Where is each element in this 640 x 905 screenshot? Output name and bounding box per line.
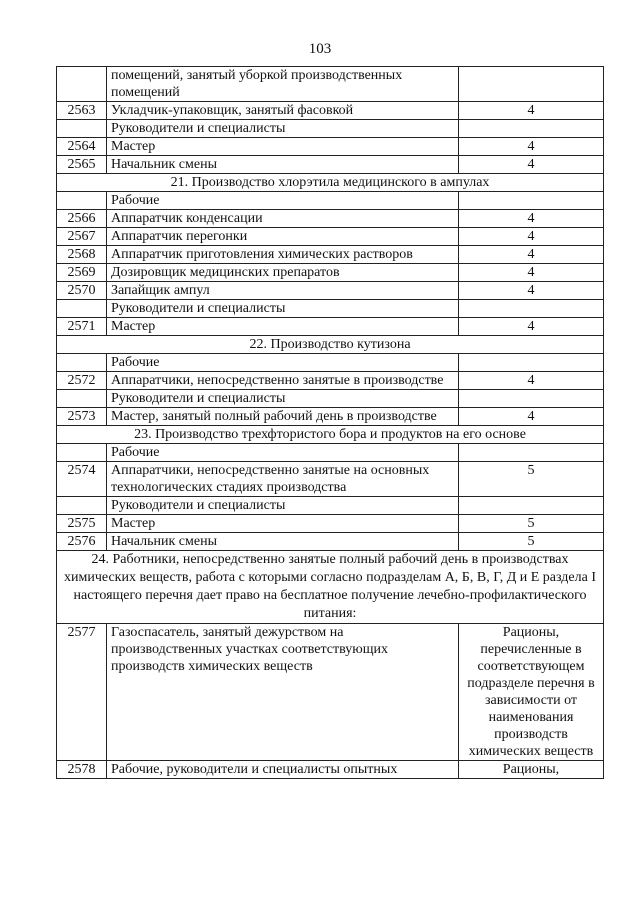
section-title: 23. Производство трехфтористого бора и продуктов на его основе [57,426,604,444]
row-number: 2578 [57,761,107,779]
table-row [57,282,604,300]
profession-name: Мастер, занятый полный рабочий день в производстве [107,408,459,426]
norm-value [459,120,604,138]
table-row [57,246,604,264]
table-row [57,462,604,497]
norm-value: 4 [459,228,604,246]
row-number: 2574 [57,462,107,497]
row-number: 2572 [57,372,107,390]
norm-value: Рационы, [459,761,604,779]
group-label: Рабочие [107,192,459,210]
group-header-row [57,192,604,210]
norm-value: 4 [459,408,604,426]
row-number: 2577 [57,624,107,761]
norm-value: 4 [459,282,604,300]
table-row [57,264,604,282]
norm-value: 4 [459,318,604,336]
row-number: 2568 [57,246,107,264]
norm-value: 5 [459,462,604,497]
row-number [57,390,107,408]
profession-name: Запайщик ампул [107,282,459,300]
section-header-row [57,174,604,192]
profession-name: Мастер [107,515,459,533]
row-number: 2570 [57,282,107,300]
row-number [57,444,107,462]
profession-name: Мастер [107,138,459,156]
row-number: 2565 [57,156,107,174]
norm-value: 4 [459,246,604,264]
row-number: 2567 [57,228,107,246]
table-row [57,761,604,779]
section-title: 22. Производство кутизона [57,336,604,354]
group-header-row [57,120,604,138]
row-number: 2564 [57,138,107,156]
table-row [57,67,604,102]
norm-value: 4 [459,372,604,390]
section-header-row [57,426,604,444]
section-title: 21. Производство хлорэтила медицинского в ампулах [57,174,604,192]
profession-name: помещений, занятый уборкой производственных помещений [107,67,459,102]
table-row [57,318,604,336]
group-label: Руководители и специалисты [107,497,459,515]
group-header-row [57,354,604,372]
table-body [57,67,604,779]
row-number [57,192,107,210]
row-number: 2571 [57,318,107,336]
group-label: Рабочие [107,354,459,372]
profession-name: Аппаратчики, непосредственно занятые в производстве [107,372,459,390]
norm-value: Рационы, перечисленные в соответствующем подразделе перечня в зависимости от наименования производств химических веществ [459,624,604,761]
norm-value [459,354,604,372]
row-number [57,67,107,102]
section-header-row [57,336,604,354]
norm-value [459,497,604,515]
group-label: Руководители и специалисты [107,390,459,408]
table-row [57,624,604,761]
row-number: 2563 [57,102,107,120]
profession-name: Мастер [107,318,459,336]
row-number [57,120,107,138]
profession-name: Начальник смены [107,533,459,551]
profession-name: Укладчик-упаковщик, занятый фасовкой [107,102,459,120]
row-number: 2573 [57,408,107,426]
table-row [57,156,604,174]
profession-name: Рабочие, руководители и специалисты опытных [107,761,459,779]
table-row [57,408,604,426]
norm-value [459,192,604,210]
table-row [57,515,604,533]
group-header-row [57,300,604,318]
table-row [57,372,604,390]
group-header-row [57,497,604,515]
table-row [57,102,604,120]
profession-name: Дозировщик медицинских препаратов [107,264,459,282]
row-number: 2569 [57,264,107,282]
norm-value: 5 [459,533,604,551]
row-number: 2576 [57,533,107,551]
row-number [57,300,107,318]
norm-value [459,444,604,462]
group-label: Руководители и специалисты [107,120,459,138]
row-number [57,354,107,372]
group-header-row [57,444,604,462]
norm-value: 4 [459,102,604,120]
row-number: 2575 [57,515,107,533]
norm-value [459,67,604,102]
profession-name: Аппаратчик перегонки [107,228,459,246]
norm-value: 4 [459,138,604,156]
list-table [56,66,604,779]
profession-name: Начальник смены [107,156,459,174]
page-number: 103 [308,41,332,57]
profession-name: Аппаратчики, непосредственно занятые на основных технологических стадиях производства [107,462,459,497]
norm-value [459,300,604,318]
table-row [57,138,604,156]
group-header-row [57,390,604,408]
profession-name: Аппаратчик приготовления химических растворов [107,246,459,264]
table-row [57,210,604,228]
norm-value: 5 [459,515,604,533]
norm-value: 4 [459,156,604,174]
profession-name: Аппаратчик конденсации [107,210,459,228]
row-number: 2566 [57,210,107,228]
group-label: Рабочие [107,444,459,462]
table-row [57,228,604,246]
notice-row [57,551,604,624]
norm-value: 4 [459,264,604,282]
table-row [57,533,604,551]
row-number [57,497,107,515]
profession-name: Газоспасатель, занятый дежурством на производственных участках соответствующих производств химических веществ [107,624,459,761]
norm-value: 4 [459,210,604,228]
section-notice: 24. Работники, непосредственно занятые полный рабочий день в производствах химических веществ, работа с которыми согласно подразделам А, Б, В, Г, Д и Е раздела I настоящего перечня дает право на бесплатное получение лечебно-профилактического питания: [57,551,604,624]
norm-value [459,390,604,408]
group-label: Руководители и специалисты [107,300,459,318]
